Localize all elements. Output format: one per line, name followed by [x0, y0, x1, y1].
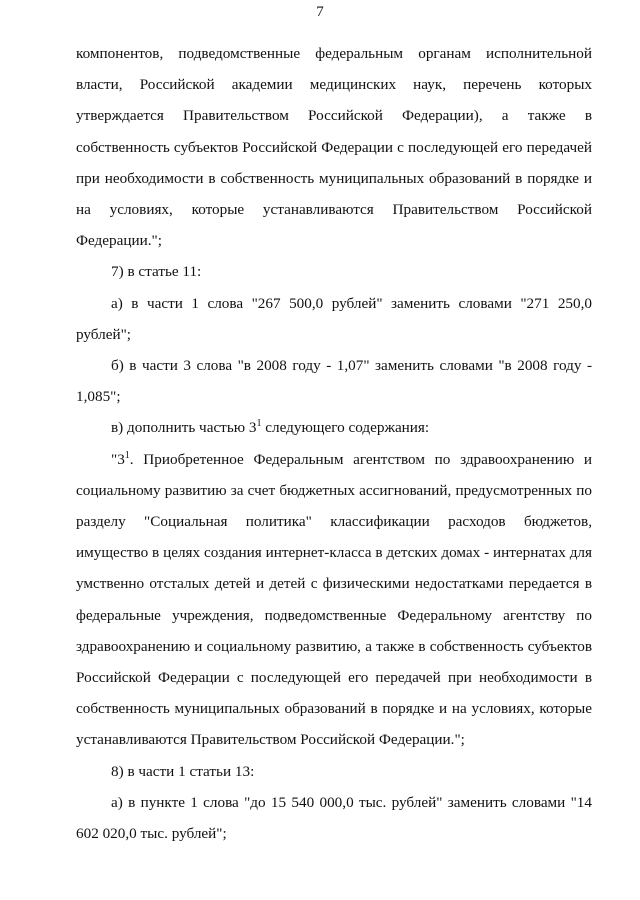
page-number: 7	[316, 4, 324, 20]
paragraph-item-7b: б) в части 3 слова "в 2008 году - 1,07" заменить словами "в 2008 году - 1,085";	[76, 357, 592, 406]
superscript: 1	[256, 418, 262, 430]
paragraph-item-7v-text: в) дополнить частью 3	[111, 419, 257, 437]
paragraph-item-7v	[76, 412, 592, 443]
document-body	[76, 38, 592, 849]
paragraph-continuation: компонентов, подведомственные федеральным органам исполнительной власти, Российской академии медицинских наук, перечень которых утверждается Правительством Российской Федерации), а также в собственность субъектов Российской Федерации с последующей его передачей при необходимости в собственность муниципальных образований в порядке и на условиях, которые устанавливаются Правительством Российской Федерации.";	[76, 45, 592, 250]
paragraph-item-7: 7) в статье 11:	[111, 263, 202, 281]
paragraph-item-7a: а) в части 1 слова "267 500,0 рублей" заменить словами "271 250,0 рублей";	[76, 294, 592, 343]
paragraph-part-3-1-text: . Приобретенное Федеральным агентством по здравоохранению и социальному развитию за счет бюджетных ассигнований, предусмотренных по разделу "Социальная политика" классификации расходов бюджетов, имущество в целях создания интернет-класса в детских домах - интернатах для умственно отсталых детей и детей с физическими недостатками передается в федеральные учреждения, подведомственные Федеральному агентству по здравоохранению и социальному развитию, а также в собственность субъектов Российской Федерации с последующей его передачей при необходимости в собственность муниципальных образований в порядке и на условиях, которые устанавливаются Правительством Российской Федерации.";	[76, 450, 592, 749]
paragraph-item-8: 8) в части 1 статьи 13:	[111, 762, 255, 780]
superscript: 1	[124, 449, 130, 461]
paragraph-item-8a: а) в пункте 1 слова "до 15 540 000,0 тыс. рублей" заменить словами "14 602 020,0 тыс. рублей";	[76, 793, 592, 843]
paragraph-part-3-1-number: "3	[111, 450, 125, 468]
paragraph-item-7v-tail: следующего содержания:	[261, 419, 430, 437]
paragraph-part-3-1	[76, 444, 592, 756]
